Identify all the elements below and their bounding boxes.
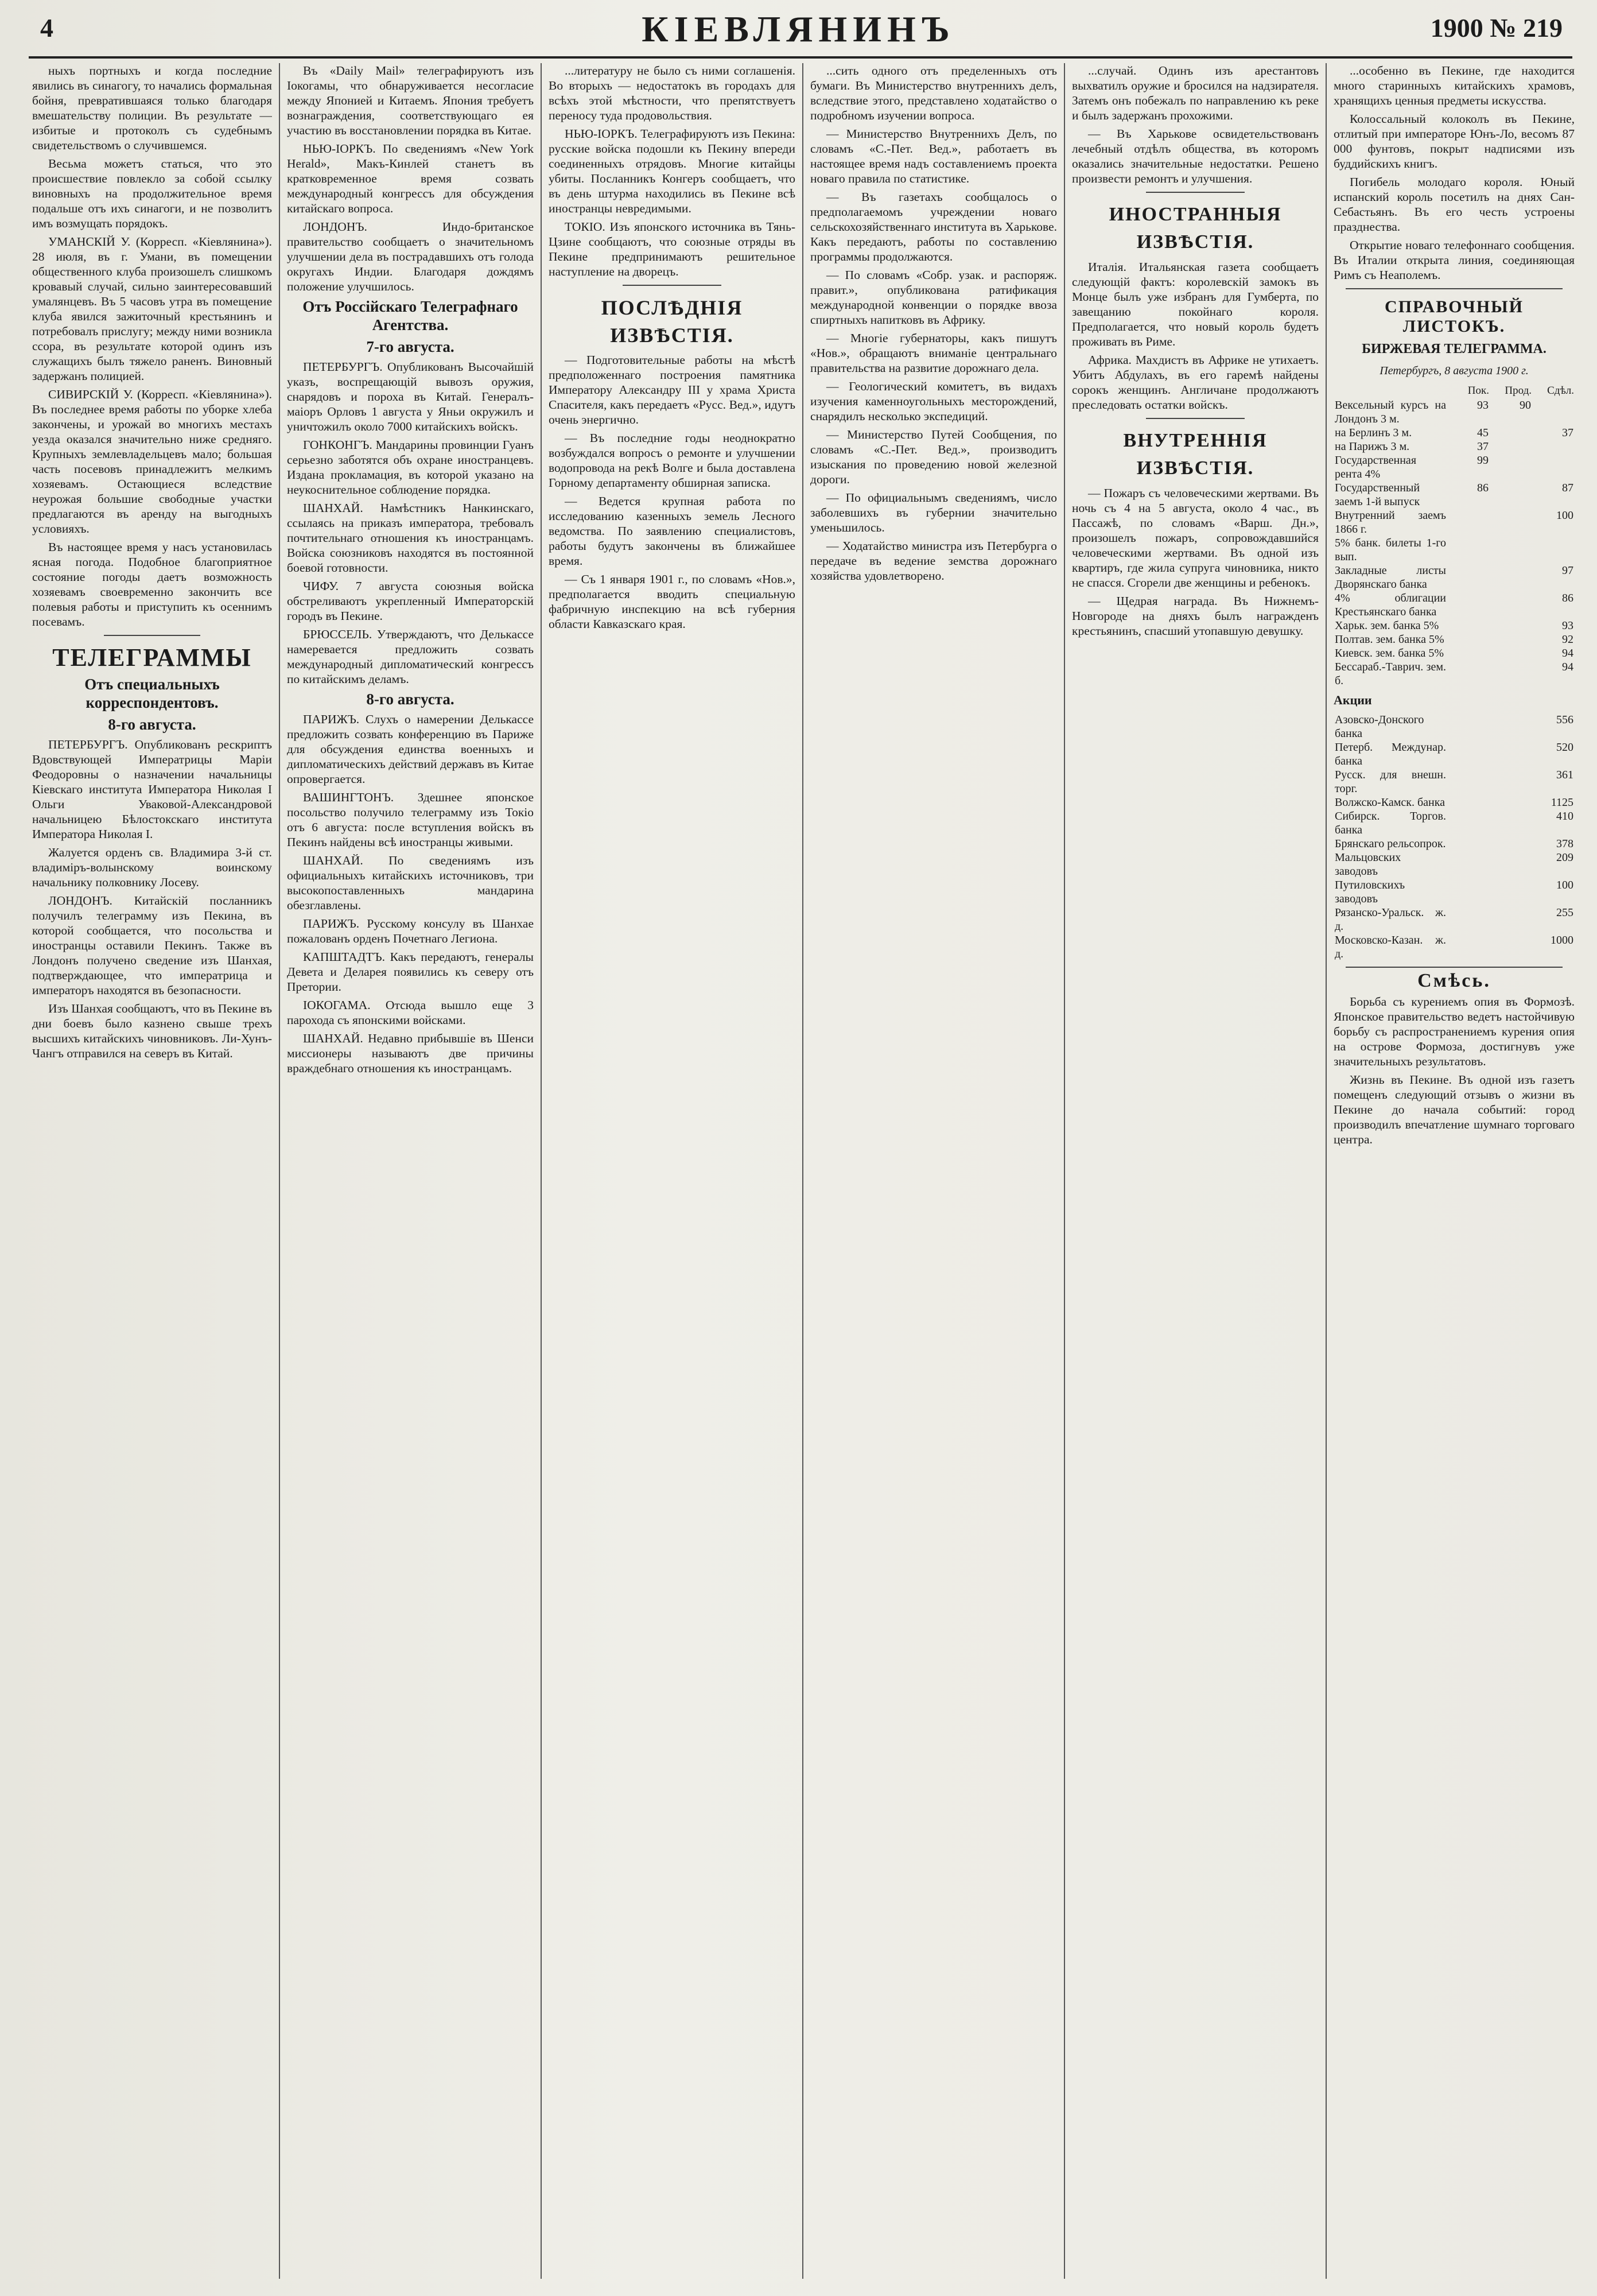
price-cell: 37 xyxy=(1477,440,1489,453)
price-cell: 93 xyxy=(1562,619,1573,632)
price-cell: 255 xyxy=(1556,906,1573,919)
security-name-cell: Мальцовских заводовъ xyxy=(1335,851,1401,878)
news-paragraph: Погибель молодаго короля. Юный испанский король посетилъ на днях Сан-Себастьянъ. Въ его честь устроены празднества. xyxy=(1334,175,1575,234)
news-paragraph: — Въ последние годы неоднократно возбуждался вопросъ о ремонте и улучшении водопровода на рекѣ Волге и была доставлена Горному департаменту обширная записка. xyxy=(549,431,795,490)
news-paragraph: ...особенно въ Пекине, где находится много старинныхъ китайскихъ храмовъ, хранящихъ ценныя предметы искусства. xyxy=(1334,64,1575,107)
section-divider xyxy=(1146,418,1245,419)
price-cell: 94 xyxy=(1562,647,1573,660)
table-row xyxy=(1334,878,1575,906)
price-cell xyxy=(1490,453,1532,481)
miscellany-heading: Смѣсь. xyxy=(1417,970,1491,991)
column-divider xyxy=(1064,63,1065,2279)
security-name-cell: на Берлинъ 3 м. xyxy=(1335,426,1412,439)
news-paragraph: — Подготовительные работы на мѣстѣ предположеннаго построения памятника Императору Александру III у храма Христа Спасителя, какъ передаетъ «Русс. Вед.», идутъ очень энергично. xyxy=(549,353,795,426)
telegram-paragraph: ЛОНДОНЪ. Китайскій посланникъ получилъ телеграмму изъ Пекина, въ которой сообщается, что посольства и иностранцы оставили Пекинъ. Также въ Лондонъ получено сведение изъ Шанхая, подтверждающее, что императрица и императоръ находятся въ безопасности. xyxy=(32,894,272,997)
page-number: 4 xyxy=(40,13,53,42)
price-cell xyxy=(1447,633,1490,646)
foreign-news-heading: ИНОСТРАННЫЯ ИЗВѢСТІЯ. xyxy=(1109,204,1282,253)
telegrams-date: 8-го августа. xyxy=(108,716,196,733)
table-row xyxy=(1334,619,1575,633)
section-divider xyxy=(1346,288,1563,289)
table-row xyxy=(1334,426,1575,440)
news-paragraph: Италія. Итальянская газета сообщаетъ следующій фактъ: королевскій замокъ въ Монце былъ уже избранъ для Гумберта, по завещанию покойнаго короля. Предполагается, что новый король будетъ проживать въ Риме. xyxy=(1072,260,1319,348)
price-cell xyxy=(1447,768,1490,796)
price-cell xyxy=(1447,851,1490,878)
price-cell xyxy=(1490,851,1532,878)
price-cell xyxy=(1490,536,1532,564)
price-cell xyxy=(1447,509,1490,536)
price-cell: 97 xyxy=(1562,564,1573,577)
article-paragraph: НЬЮ-ІОРКЪ. Телеграфируютъ изъ Пекина: русские войска подошли къ Пекину впереди соединенныхъ отрядовъ. Многие китайцы убиты. Посланникъ Конгеръ сообщаетъ, что въ день штурма находились въ Пекине всѣ иностранцы невредимыми. xyxy=(549,127,795,215)
security-name-cell: Вексельный курсъ на Лондонъ 3 м. xyxy=(1335,399,1446,425)
column-5 xyxy=(1072,63,1319,2273)
article-paragraph: Весьма можетъ статься, что это происшествие повлекло за собой ссылку виновныхъ на продолжительное время подальше отъ ихъ синагоги, и не позволитъ имъ возмущать порядокъ. xyxy=(32,157,272,230)
price-cell xyxy=(1490,564,1532,591)
security-name-cell: Внутренний заемъ 1866 г. xyxy=(1335,509,1446,536)
price-cell: 37 xyxy=(1562,426,1573,439)
telegrams-subheading: Отъ специальныхъ корреспондентовъ. xyxy=(84,676,220,711)
exchange-date: Петербургъ, 8 августа 1900 г. xyxy=(1380,364,1529,377)
price-cell xyxy=(1490,426,1532,440)
shares-heading: Акции xyxy=(1334,693,1372,707)
article-paragraph: НЬЮ-ІОРКЪ. По сведениямъ «New York Herald», Макъ-Кинлей станетъ въ кратковременное время созвать международный конгрессъ для обсуждения китайскаго вопроса. xyxy=(287,142,534,215)
price-cell xyxy=(1490,933,1532,961)
table-row xyxy=(1334,646,1575,660)
article-paragraph: УМАНСКІЙ У. (Корресп. «Кіевлянина»). 28 июля, въ г. Умани, въ помещении общественного клуба произошелъ слишкомъ кровавый случай, сильно заинтересовавший умалянцевъ. Въ 5 часовъ утра въ помещение клуба явился зажиточный крестьянинъ и потребовалъ прислугу; между ними возникла ссора, въ результате которой одинъ изъ служащихъ былъ тяжело раненъ. Виновный задержанъ полицией. xyxy=(32,235,272,383)
price-cell xyxy=(1447,933,1490,961)
price-cell xyxy=(1447,536,1490,564)
exchange-rates-body xyxy=(1334,398,1575,688)
price-cell xyxy=(1447,591,1490,619)
masthead-rule xyxy=(29,56,1572,59)
article-paragraph: Въ «Daily Mail» телеграфируютъ изъ Іокогамы, что обнаруживается несогласие между Японией и Китаемъ. Япония требуетъ вознаграждения, соответствующаго ея участию въ восстановлении порядка въ Китае. xyxy=(287,64,534,137)
column-2 xyxy=(287,63,534,2273)
price-cell: 94 xyxy=(1562,661,1573,673)
agency-paragraph: ПАРИЖЪ. Русскому консулу въ Шанхае пожалованъ орденъ Почетнаго Легиона. xyxy=(287,917,534,945)
price-cell xyxy=(1447,878,1490,906)
price-cell: 99 xyxy=(1477,454,1489,467)
price-cell: 556 xyxy=(1556,713,1573,726)
masthead xyxy=(0,0,1597,57)
table-row xyxy=(1334,440,1575,453)
price-cell xyxy=(1490,796,1532,809)
security-name-cell: 5% банк. билеты 1-го вып. xyxy=(1335,537,1446,563)
latest-news-heading: ПОСЛѢДНІЯ ИЗВѢСТІЯ. xyxy=(601,296,743,347)
table-header-cell: Пок. xyxy=(1467,385,1489,397)
table-header-cell: Сдѣл. xyxy=(1547,385,1574,397)
news-paragraph: Колоссальный колоколъ въ Пекине, отлитый при императоре Юнъ-Ло, весомъ 87 000 фунтовъ, покрыт надписями изъ буддийскихъ книгъ. xyxy=(1334,112,1575,170)
security-name-cell: Харьк. зем. банка 5% xyxy=(1335,619,1439,632)
price-cell xyxy=(1490,713,1532,740)
agency-heading: Отъ Россійскаго Телеграфнаго Агентства. xyxy=(302,298,518,333)
price-cell xyxy=(1447,837,1490,851)
price-cell: 100 xyxy=(1556,509,1573,522)
section-divider xyxy=(1146,192,1245,193)
column-4 xyxy=(810,63,1057,2273)
article-paragraph: ...литературу не было съ ними соглашенія. Во вторыхъ — недостатокъ въ городахъ для всѣхъ этой мѣстности, что препятствуетъ переносу туда продовольствия. xyxy=(549,64,795,122)
security-name-cell: Государственный заемъ 1-й выпуск xyxy=(1335,482,1420,508)
table-row xyxy=(1334,837,1575,851)
security-name-cell: Петерб. Междунар. банка xyxy=(1335,741,1446,767)
exchange-heading: БИРЖЕВАЯ ТЕЛЕГРАММА. xyxy=(1362,342,1547,356)
column-divider xyxy=(279,63,280,2279)
price-cell xyxy=(1532,453,1575,481)
agency-paragraph: ПАРИЖЪ. Слухъ о намерении Делькассе предложить созвать конференцию въ Париже для обсуждения единства военныхъ и дипломатическихъ действий державъ въ Китае опровергается. xyxy=(287,712,534,786)
price-cell xyxy=(1490,878,1532,906)
news-paragraph: ...сить одного отъ пределенныхъ отъ бумаги. Въ Министерство внутреннихъ делъ, вследствие этого, представлено ходатайство о подробномъ изучении вопроса. xyxy=(810,64,1057,122)
price-cell: 87 xyxy=(1562,482,1573,494)
news-paragraph: — Съ 1 января 1901 г., по словамъ «Нов.», предполагается вводить специальную фабричную инспекцию на всѣ губерния области Кавказскаго края. xyxy=(549,572,795,631)
price-cell xyxy=(1490,646,1532,660)
news-paragraph: — По словамъ «Собр. узак. и распоряж. правит.», опубликована ратификация международной конвенции о порядке ввоза спиртныхъ напитковъ въ Африку. xyxy=(810,268,1057,327)
agency-date: 8-го августа. xyxy=(366,691,454,708)
price-cell xyxy=(1447,713,1490,740)
paper-title: КІЕВЛЯНИНЪ xyxy=(642,9,955,49)
table-row xyxy=(1334,633,1575,646)
price-cell xyxy=(1532,536,1575,564)
price-cell xyxy=(1490,633,1532,646)
security-name-cell: 4% облигации Крестьянскаго банка xyxy=(1335,592,1446,618)
table-row xyxy=(1334,768,1575,796)
table-row xyxy=(1334,453,1575,481)
price-cell: 90 xyxy=(1520,399,1531,412)
price-cell xyxy=(1532,398,1575,426)
table-row xyxy=(1334,906,1575,933)
column-1 xyxy=(32,63,272,2273)
telegrams-heading: ТЕЛЕГРАММЫ xyxy=(52,643,252,672)
news-paragraph: — Пожаръ съ человеческими жертвами. Въ ночь съ 4 на 5 августа, около 4 час., въ Пассажѣ, по словамъ «Варш. Дн.», произошелъ пожаръ, сопровождавшийся человеческими жертвами. Въ одной изъ квартиръ, где жила супруга чиновника, никто не спасся. Сгорели две женщины и ребенокъ. xyxy=(1072,486,1319,589)
price-cell xyxy=(1490,906,1532,933)
column-6 xyxy=(1334,63,1575,2273)
news-paragraph: — Геологический комитетъ, въ видахъ изучения каменноугольныхъ месторождений, снарядилъ несколько экспедиций. xyxy=(810,379,1057,423)
column-divider xyxy=(802,63,803,2279)
security-name-cell: Путиловскихъ заводовъ xyxy=(1335,879,1405,905)
agency-paragraph: ГОНКОНГЪ. Мандарины провинции Гуанъ серьезно заботятся объ охране иностранцевъ. Издана прокламация, въ которой указано на неукоснительное соблюдение порядка. xyxy=(287,438,534,497)
price-cell xyxy=(1447,740,1490,768)
news-paragraph: — Въ газетахъ сообщалось о предполагаемомъ учреждении новаго сельскохозяйственнаго института въ Харькове. Какъ передаютъ, работы по составлению программы продолжаются. xyxy=(810,190,1057,263)
section-divider xyxy=(623,285,721,286)
news-paragraph: — По официальнымъ сведениямъ, число заболевшихъ въ губернии значительно уменьшилось. xyxy=(810,491,1057,534)
price-cell xyxy=(1490,768,1532,796)
security-name-cell: Русск. для внешн. торг. xyxy=(1335,769,1446,795)
security-name-cell: на Парижъ 3 м. xyxy=(1335,440,1410,453)
agency-paragraph: ІОКОГАМА. Отсюда вышло еще 3 парохода съ японскими войсками. xyxy=(287,998,534,1027)
price-cell xyxy=(1490,509,1532,536)
price-cell xyxy=(1490,660,1532,688)
issue-info: 1900 № 219 xyxy=(1430,13,1563,42)
article-paragraph: ТОКІО. Изъ японского источника въ Тянь-Цзине сообщаютъ, что союзные отряды въ Пекине предпринимаютъ решительное наступление на дворецъ. xyxy=(549,220,795,278)
price-cell: 100 xyxy=(1556,879,1573,891)
price-cell: 361 xyxy=(1556,769,1573,781)
price-cell xyxy=(1490,481,1532,509)
table-header-cell: Прод. xyxy=(1505,385,1532,397)
article-paragraph: ЛОНДОНЪ. Индо-британское правительство сообщаетъ о значительномъ улучшении дела въ пострадавшихъ отъ голода округахъ Индии. Благодаря дождямъ положение улучшилось. xyxy=(287,220,534,293)
price-cell xyxy=(1490,440,1532,453)
internal-news-heading: ВНУТРЕННІЯ ИЗВѢСТІЯ. xyxy=(1123,430,1268,479)
table-row xyxy=(1334,851,1575,878)
telegram-paragraph: Изъ Шанхая сообщаютъ, что въ Пекине въ дни боевъ было казнено свыше трехъ высшихъ китайскихъ чиновниковъ. Ли-Хунъ-Чангъ отправился на северъ въ Китай. xyxy=(32,1002,272,1060)
table-header-row xyxy=(1334,383,1575,398)
news-paragraph: — Въ Харькове освидетельствованъ лечебный отдѣлъ общества, въ которомъ оказались значительные недостатки. Решено произвести ремонтъ и улучшения. xyxy=(1072,127,1319,185)
price-cell xyxy=(1447,619,1490,633)
table-row xyxy=(1334,809,1575,837)
agency-paragraph: БРЮССЕЛЬ. Утверждаютъ, что Делькассе намеревается предложить созвать международный дипломатический конгрессъ по китайскимъ деламъ. xyxy=(287,627,534,686)
news-paragraph: — Ведется крупная работа по исследованию казенныхъ земель Лесного ведомства. По заявлению специалистовъ, работы будутъ закончены въ ближайшее время. xyxy=(549,494,795,568)
price-cell: 1000 xyxy=(1551,934,1573,947)
security-name-cell: Полтав. зем. банка 5% xyxy=(1335,633,1444,646)
section-divider xyxy=(1346,967,1563,968)
security-name-cell: Закладные листы Дворянскаго банка xyxy=(1335,564,1446,591)
news-paragraph: — Многіе губернаторы, какъ пишутъ «Нов.», обращаютъ вниманіе центральнаго правительства на развитие дорожнаго дела. xyxy=(810,331,1057,375)
column-3 xyxy=(549,63,795,2273)
price-cell xyxy=(1447,809,1490,837)
price-cell: 86 xyxy=(1477,482,1489,494)
news-paragraph: Жизнь въ Пекине. Въ одной изъ газетъ помещенъ следующий отзывъ о жизни въ Пекине до начала событий: город производилъ впечатление шумнаго торговаго центра. xyxy=(1334,1073,1575,1146)
security-name-cell: Волжско-Камск. банка xyxy=(1335,796,1446,809)
price-cell xyxy=(1447,660,1490,688)
table-row xyxy=(1334,713,1575,740)
news-paragraph: Африка. Махдистъ въ Африке не утихаетъ. Убитъ Абдулахъ, въ его гаремѣ найдены сорокъ женщинъ. Англичане продолжаютъ преследовать остатки войскъ. xyxy=(1072,353,1319,412)
table-row xyxy=(1334,591,1575,619)
agency-paragraph: ПЕТЕРБУРГЪ. Опубликованъ Высочайшій указъ, воспрещающій вывозъ оружия, снарядовъ и пороха въ Китай. Генералъ-маіоръ Орловъ 1 августа у Яньи окружилъ и уничтожилъ около 7000 китайскихъ войскъ. xyxy=(287,360,534,433)
exchange-rates-table xyxy=(1334,383,1575,688)
price-cell xyxy=(1447,796,1490,809)
table-row xyxy=(1334,536,1575,564)
price-cell: 410 xyxy=(1556,810,1573,823)
price-cell xyxy=(1490,740,1532,768)
table-header-cell xyxy=(1334,383,1447,398)
security-name-cell: Азовско-Донского банка xyxy=(1335,713,1424,740)
table-row xyxy=(1334,933,1575,961)
table-row xyxy=(1334,509,1575,536)
news-paragraph: — Ходатайство министра изъ Петербурга о передаче въ ведение земства дорожнаго хозяйства удовлетворено. xyxy=(810,539,1057,583)
price-cell xyxy=(1447,646,1490,660)
price-cell xyxy=(1490,837,1532,851)
agency-date: 7-го августа. xyxy=(366,338,454,355)
price-cell: 209 xyxy=(1556,851,1573,864)
agency-paragraph: ШАНХАЙ. По сведениямъ изъ официальныхъ китайскихъ источниковъ, три высокопоставленныхъ мандарина обезглавлены. xyxy=(287,854,534,912)
shares-table xyxy=(1334,713,1575,961)
telegram-paragraph: Жалуется орденъ св. Владимира 3-й ст. владиміръ-волынскому воинскому начальнику полковнику Лосеву. xyxy=(32,846,272,889)
section-divider xyxy=(104,635,200,636)
agency-paragraph: ЧИФУ. 7 августа союзныя войска обстреливаютъ укрепленный Императорскій городъ въ Пекине. xyxy=(287,579,534,623)
price-cell xyxy=(1532,440,1575,453)
agency-paragraph: ШАНХАЙ. Намѣстникъ Нанкинскаго, ссылаясь на приказъ императора, требовалъ почтительнаго отношения къ иностранцамъ. Войска союзниковъ находятся въ постоянной боевой готовности. xyxy=(287,501,534,575)
article-paragraph: ныхъ портныхъ и когда последние явились въ синагогу, то начались формальная бойня, превратившаяся только благодаря вмешательству полиции. Въ результате — избитые и протоколъ съ судебнымъ свидетельствомъ о случившемся. xyxy=(32,64,272,152)
price-cell: 92 xyxy=(1562,633,1573,646)
price-cell xyxy=(1447,906,1490,933)
security-name-cell: Сибирск. Торгов. банка xyxy=(1335,810,1446,836)
price-cell: 93 xyxy=(1477,399,1489,412)
price-cell: 1125 xyxy=(1551,796,1573,809)
security-name-cell: Брянскаго рельсопрок. xyxy=(1335,837,1446,850)
news-paragraph: ...случай. Одинъ изъ арестантовъ выхватилъ оружие и бросился на надзирателя. Затемъ онъ побежалъ по направлению къ реке и былъ задержанъ прохожими. xyxy=(1072,64,1319,122)
table-row xyxy=(1334,660,1575,688)
article-paragraph: Въ настоящее время у насъ установилась ясная погода. Подобное благоприятное состояние погоды даетъ возможность хозяевамъ своевременно закончить все полевыя работы и приступить къ осеннимъ посевамъ. xyxy=(32,540,272,629)
news-paragraph: — Щедрая награда. Въ Нижнемъ-Новгороде на дняхъ былъ награжденъ крестьянинъ, спасший утопавшую девушку. xyxy=(1072,594,1319,638)
column-divider xyxy=(1326,63,1327,2279)
news-paragraph: Борьба съ курениемъ опия въ Формозѣ. Японское правительство ведетъ настойчивую борьбу съ распространениемъ курения опия на острове Формоза, достигнувъ уже значительныхъ результатовъ. xyxy=(1334,995,1575,1068)
news-paragraph: — Министерство Внутреннихъ Делъ, по словамъ «С.-Пет. Вед.», работаетъ въ настоящее время надъ составлениемъ проекта новаго правила по статистике. xyxy=(810,127,1057,185)
agency-paragraph: КАПШТАДТЪ. Какъ передаютъ, генералы Девета и Деларея появились къ северу отъ Претории. xyxy=(287,950,534,994)
price-cell xyxy=(1447,564,1490,591)
table-row xyxy=(1334,564,1575,591)
price-cell xyxy=(1490,619,1532,633)
price-cell xyxy=(1490,809,1532,837)
table-row xyxy=(1334,740,1575,768)
table-row xyxy=(1334,398,1575,426)
column-divider xyxy=(541,63,542,2279)
reference-sheet-heading: СПРАВОЧНЫЙ ЛИСТОКЪ. xyxy=(1385,297,1524,336)
security-name-cell: Рязанско-Уральск. ж. д. xyxy=(1335,906,1446,933)
table-row xyxy=(1334,796,1575,809)
security-name-cell: Государственная рента 4% xyxy=(1335,454,1417,480)
price-cell: 378 xyxy=(1556,837,1573,850)
security-name-cell: Московско-Казан. ж. д. xyxy=(1335,934,1446,960)
security-name-cell: Киевск. зем. банка 5% xyxy=(1335,647,1444,660)
news-paragraph: Открытие новаго телефоннаго сообщения. Въ Италии открыта линия, соединяющая Римъ съ Неаполемъ. xyxy=(1334,238,1575,282)
agency-paragraph: ВАШИНГТОНЪ. Здешнее японское посольство получило телеграмму изъ Токіо отъ 6 августа: после вступления войскъ въ Пекинъ найдены всѣ иностранцы живыми. xyxy=(287,790,534,849)
telegram-paragraph: ПЕТЕРБУРГЪ. Опубликованъ рескриптъ Вдовствующей Императрицы Маріи Феодоровны о назначении начальницы Кіевскаго института Императора Николая I Ольги Уваковой-Александровой начальницею Бѣлостокскаго института Императора Николая I. xyxy=(32,738,272,841)
agency-paragraph: ШАНХАЙ. Недавно прибывшіе въ Шенси миссионеры называютъ две причины враждебнаго отношения къ иностранцамъ. xyxy=(287,1031,534,1075)
shares-body xyxy=(1334,713,1575,961)
security-name-cell: Бессараб.-Таврич. зем. б. xyxy=(1335,661,1446,687)
table-row xyxy=(1334,481,1575,509)
price-cell xyxy=(1490,591,1532,619)
price-cell: 86 xyxy=(1562,592,1573,604)
price-cell: 520 xyxy=(1556,741,1573,754)
price-cell: 45 xyxy=(1477,426,1489,439)
article-paragraph: СИВИРСКІЙ У. (Корресп. «Кіевлянина»). Въ последнее время работы по уборке хлеба закончены, и урожай во многихъ местахъ уезда оказался значительно ниже средняго. Крупныхъ землевладельцевъ мало; большая часть посевовъ принадлежитъ мелкимъ хозяевамъ. Остающиеся вследствие неурожая большие свободные участки предлагаются въ аренду на выгодныхъ условияхъ. xyxy=(32,387,272,536)
news-paragraph: — Министерство Путей Сообщения, по словамъ «С.-Пет. Вед.», производитъ изыскания по проведению новой железной дороги. xyxy=(810,428,1057,486)
